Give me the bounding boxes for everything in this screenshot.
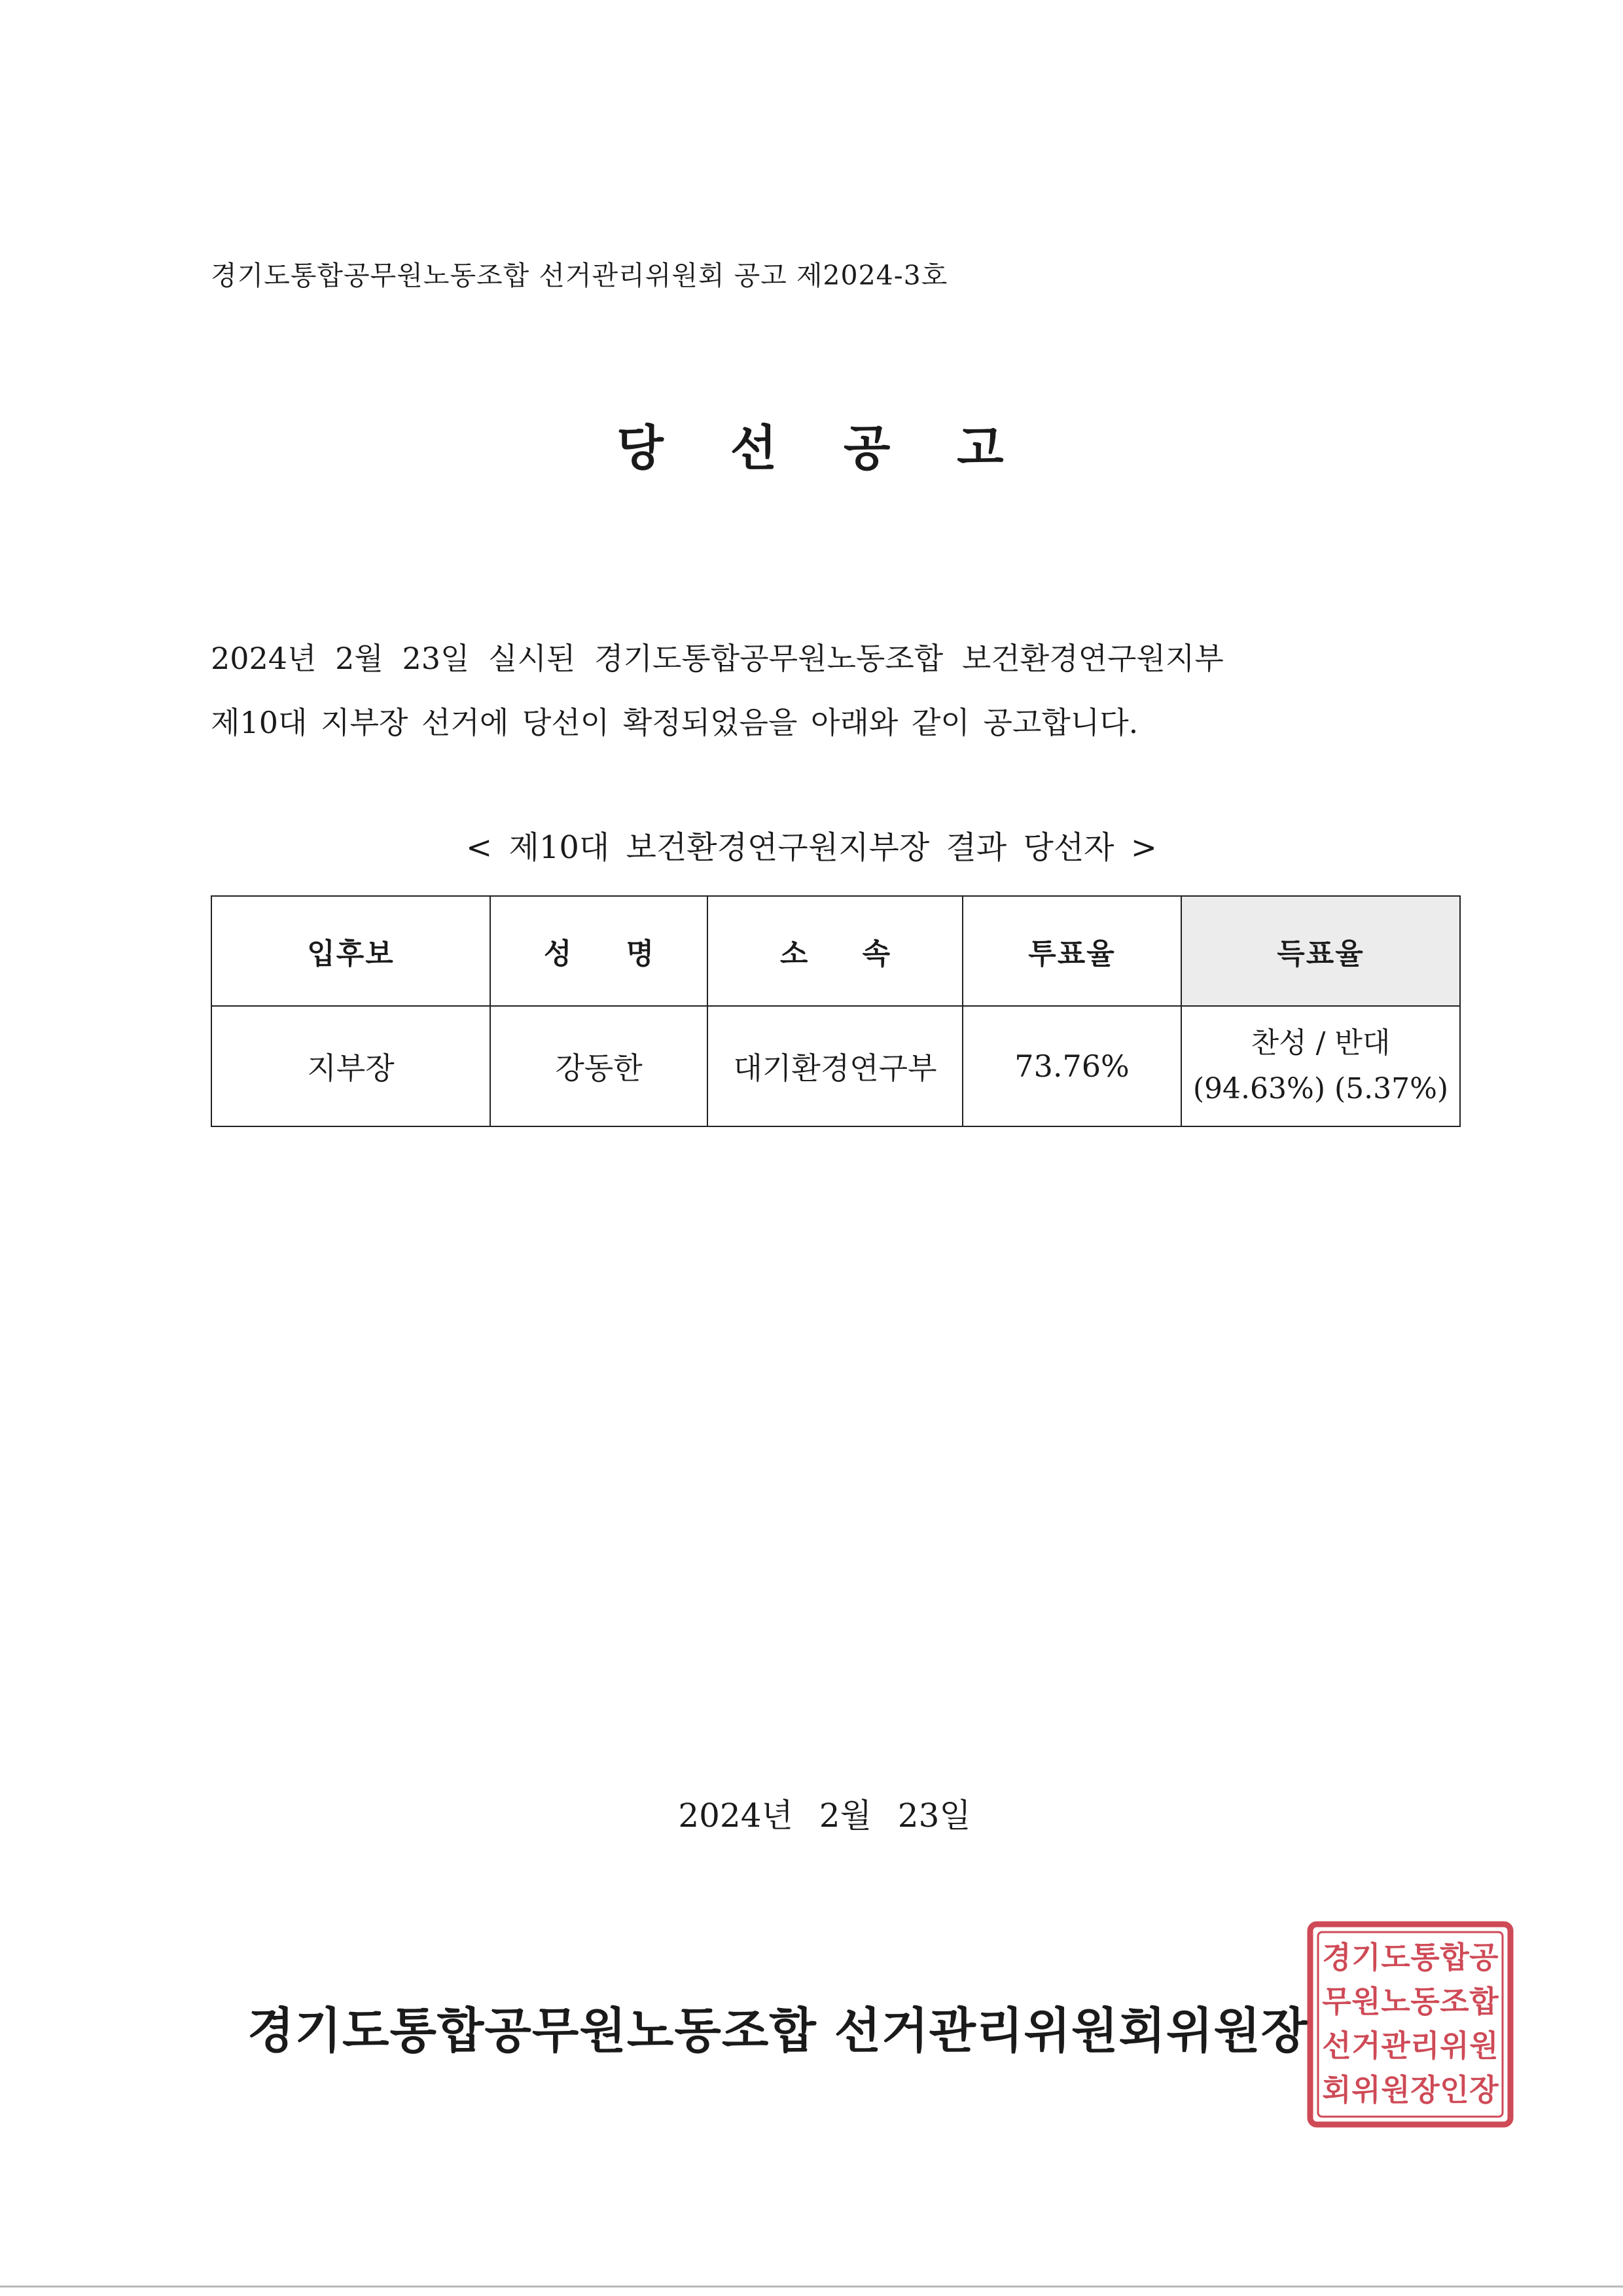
- seal-glyph: 장: [1410, 2072, 1440, 2108]
- cell-turnout: 73.76%: [963, 1006, 1181, 1126]
- header-turnout: 투표율: [963, 896, 1181, 1006]
- seal-glyph: 위: [1351, 2072, 1381, 2108]
- official-seal-stamp: [1306, 1920, 1514, 2128]
- seal-glyph: 경: [1322, 1939, 1351, 1975]
- seal-glyph: 관: [1381, 2028, 1410, 2064]
- table-header-row: [211, 896, 1460, 1006]
- seal-glyph: 회: [1322, 2072, 1351, 2108]
- seal-glyph: 거: [1351, 2028, 1381, 2064]
- notice-number: 경기도통합공무원노동조합 선거관리위원회 공고 제2024-3호: [211, 260, 948, 291]
- header-vote-share: 득표율: [1181, 896, 1460, 1006]
- seal-glyph: 원: [1351, 1984, 1381, 2020]
- table-row: [211, 1006, 1460, 1126]
- seal-glyph: 원: [1381, 2072, 1410, 2108]
- announcement-date: 2024년 2월 23일: [678, 1797, 971, 1835]
- seal-glyph: 노: [1381, 1984, 1410, 2020]
- header-name: 성 명: [490, 896, 707, 1006]
- signature-line: 경기도통합공무원노동조합 선거관리위원회위원장: [247, 2003, 1309, 2059]
- table-caption: < 제10대 보건환경연구원지부장 결과 당선자 >: [465, 829, 1158, 866]
- results-table: [211, 895, 1461, 1127]
- cell-position: 지부장: [211, 1006, 490, 1126]
- vote-values: (94.63%) (5.37%): [1192, 1072, 1449, 1105]
- seal-glyph: 합: [1440, 1939, 1469, 1975]
- scan-edge-line: [0, 2286, 1623, 2287]
- seal-glyph: 원: [1469, 2028, 1499, 2064]
- seal-glyph: 공: [1469, 1939, 1499, 1975]
- seal-glyph: 선: [1322, 2028, 1351, 2064]
- seal-characters: [1322, 1940, 1499, 2108]
- header-candidate: 입후보: [211, 896, 490, 1006]
- seal-glyph: 통: [1410, 1939, 1440, 1975]
- seal-glyph: 장: [1469, 2072, 1499, 2108]
- cell-affiliation: 대기환경연구부: [707, 1006, 963, 1126]
- seal-glyph: 기: [1351, 1939, 1381, 1975]
- document-title: 당 선 공 고: [616, 420, 1029, 476]
- header-affiliation: 소 속: [707, 896, 963, 1006]
- seal-glyph: 동: [1410, 1984, 1440, 2020]
- vote-labels: 찬성 / 반대: [1251, 1026, 1391, 1060]
- cell-vote-share: [1181, 1006, 1460, 1126]
- seal-glyph: 리: [1410, 2028, 1440, 2064]
- cell-name: 강동한: [490, 1006, 707, 1126]
- seal-glyph: 도: [1381, 1939, 1410, 1975]
- seal-glyph: 위: [1440, 2028, 1469, 2064]
- seal-glyph: 무: [1322, 1984, 1351, 2020]
- seal-glyph: 조: [1440, 1984, 1469, 2020]
- body-text-line-1: 2024년 2월 23일 실시된 경기도통합공무원노동조합 보건환경연구원지부: [211, 641, 1224, 676]
- seal-glyph: 인: [1440, 2072, 1469, 2108]
- body-text-line-2: 제10대 지부장 선거에 당선이 확정되었음을 아래와 같이 공고합니다.: [211, 705, 1139, 740]
- seal-glyph: 합: [1469, 1984, 1499, 2020]
